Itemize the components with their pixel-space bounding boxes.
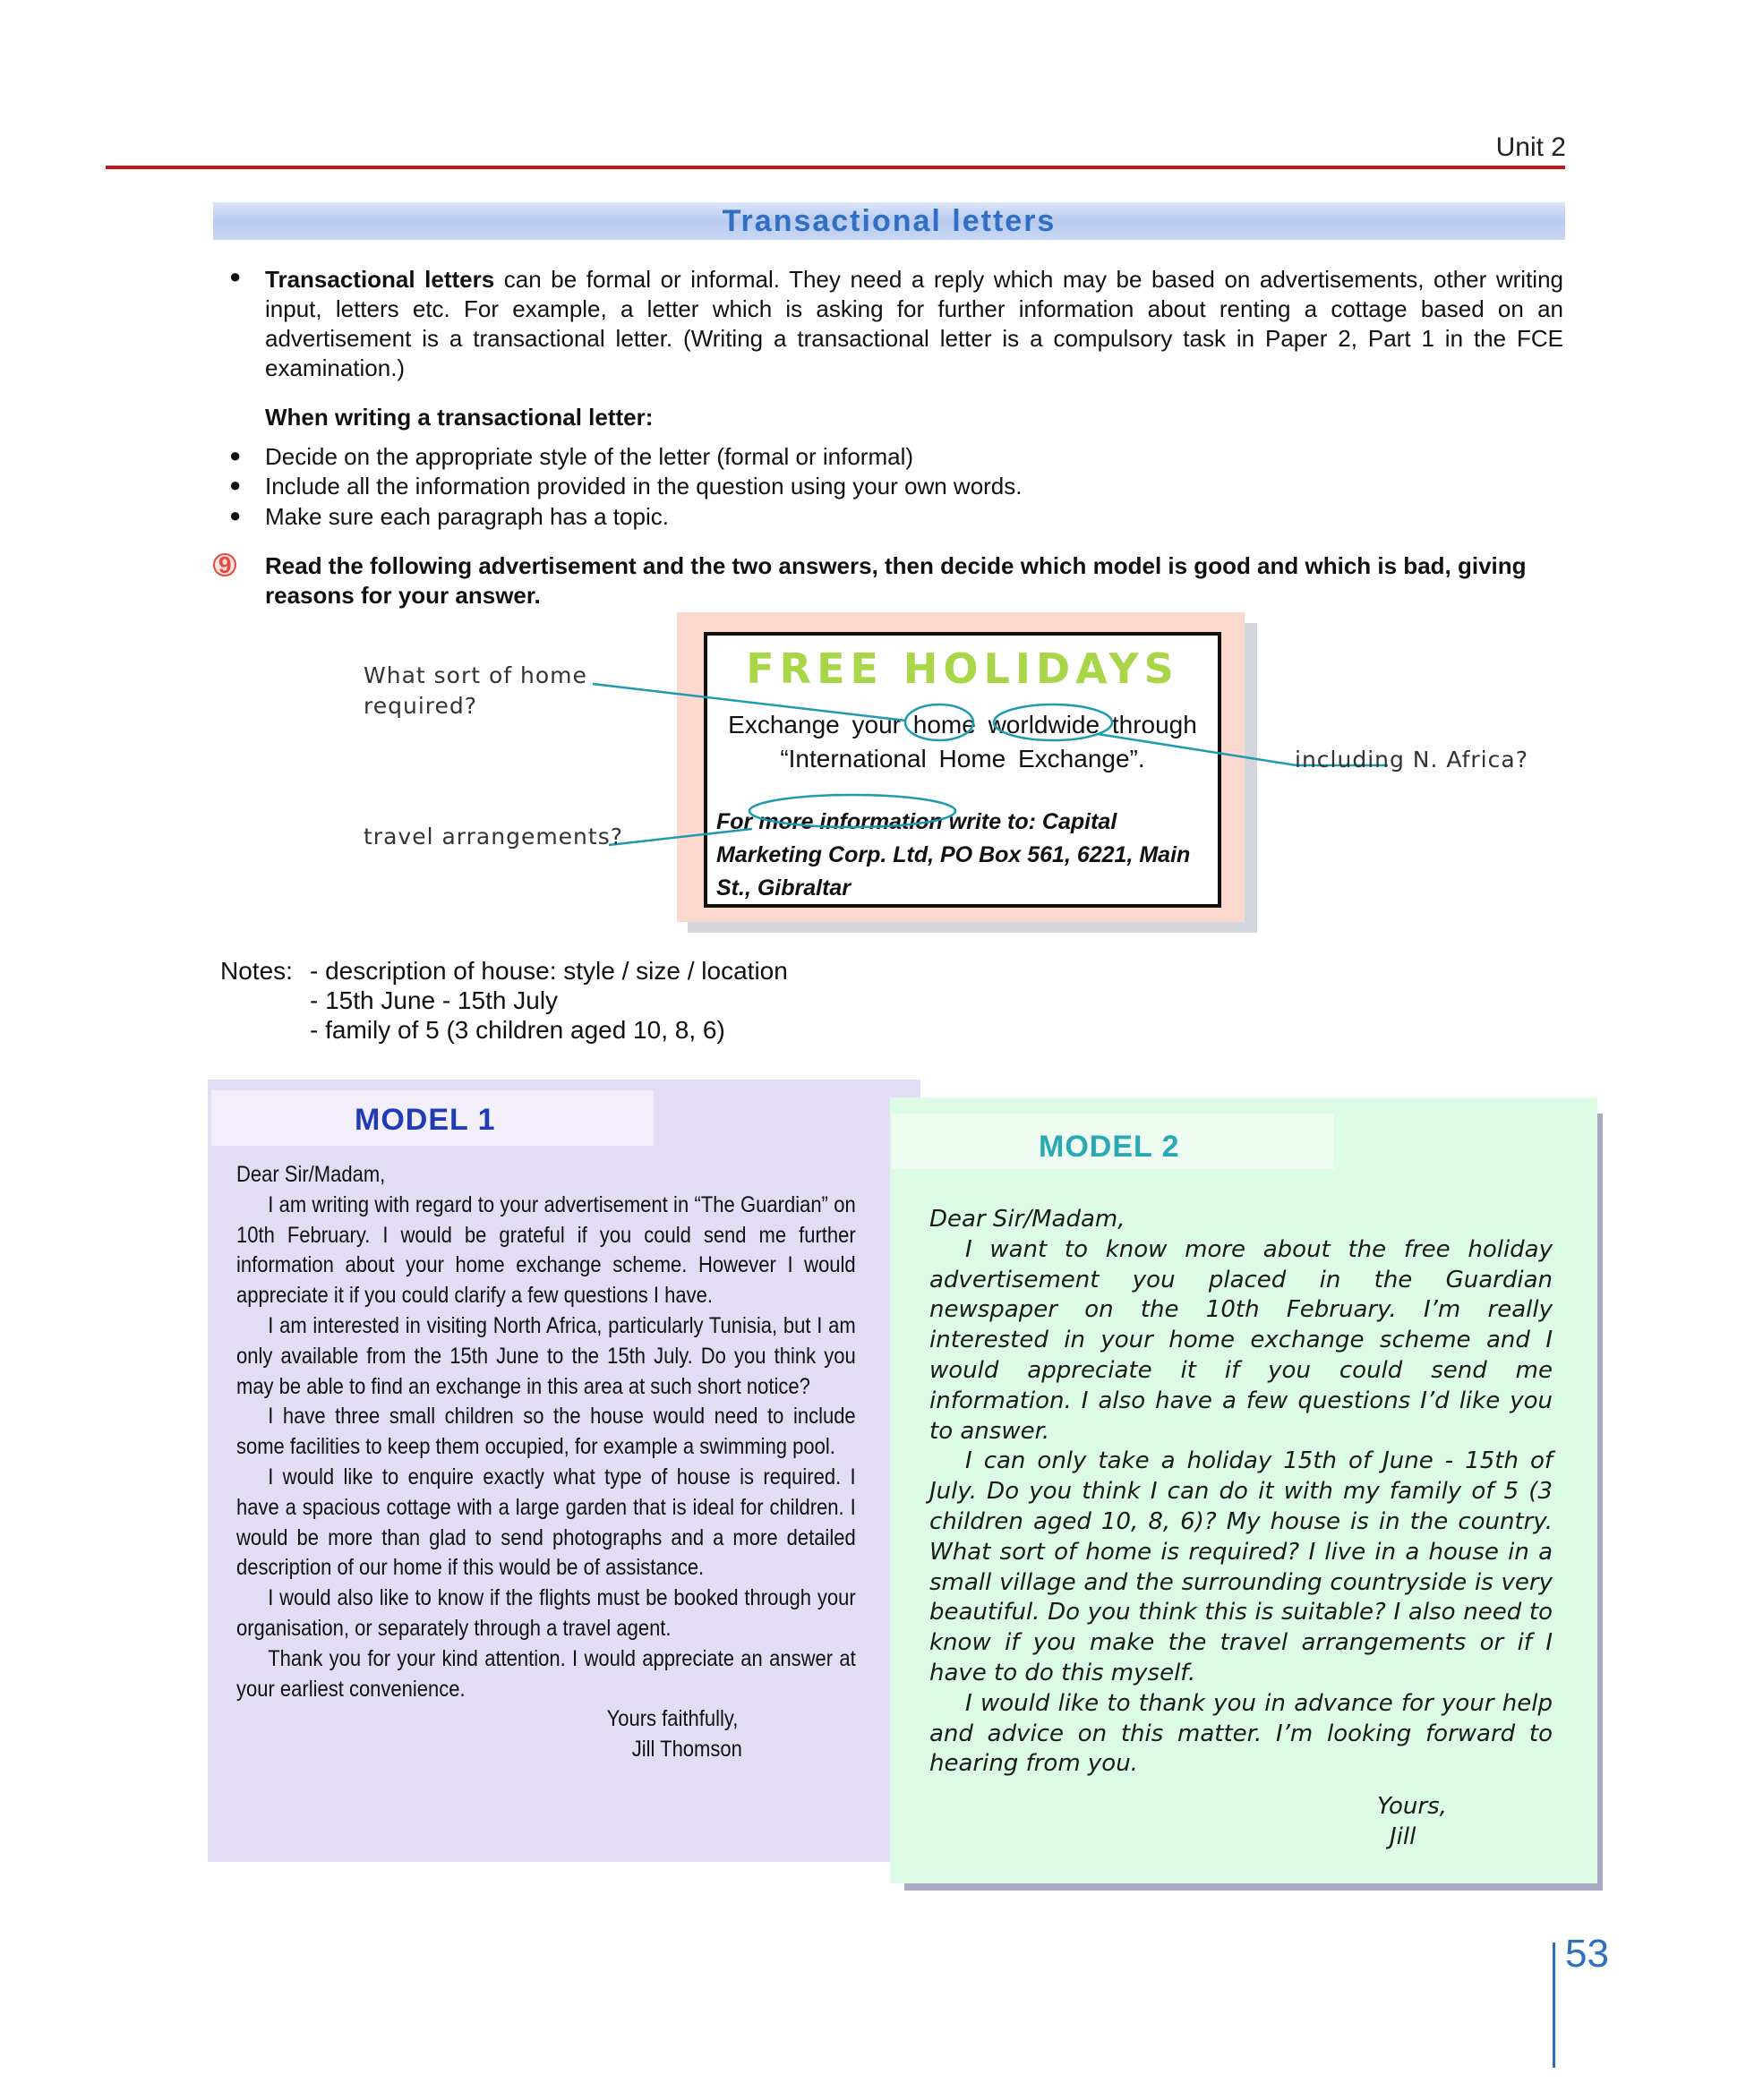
guideline-item: Make sure each paragraph has a topic. bbox=[265, 503, 669, 530]
task-instruction: Read the following advertisement and the two answers, then decide which model is good and which is bad, giving reasons for your answer. bbox=[265, 552, 1527, 609]
annotation-home-line1: What sort of home bbox=[364, 662, 587, 688]
intro-text: can be formal or informal. They need a reply which may be based on advertisements, other writing input, letters etc. For example, a letter which is asking for further information about renting a cottage based on an advertisement is a transactional letter. (Writing a transactional letter is a compulsory task in Paper 2, Part 1 in the FCE examination.) bbox=[265, 266, 1563, 381]
model2-title: MODEL 2 bbox=[1039, 1130, 1180, 1164]
advert-word: Exchange bbox=[728, 711, 840, 738]
guideline-item: Decide on the appropriate style of the letter (formal or informal) bbox=[265, 443, 914, 470]
advert-word: through bbox=[1111, 711, 1197, 738]
model2-paragraph: I want to know more about the free holiday advertisement you placed in the Guardian newspaper on the 10th February. I’m really interested in your home exchange scheme and I would appreciate it if you could send me information. I also have a few questions I’d like you to answer. bbox=[929, 1235, 1553, 1445]
intro-term: Transactional letters bbox=[265, 266, 495, 293]
advert-word-home: home bbox=[912, 711, 976, 738]
advert-line-2: “International Home Exchange”. bbox=[780, 745, 1145, 773]
unit-label: Unit 2 bbox=[1495, 132, 1566, 162]
advert-contact-more-info: more information bbox=[758, 809, 943, 834]
model1-paragraph: I would like to enquire exactly what type of house is required. I have a spacious cottage with a large garden that is ideal for children. I would be more than glad to send photographs and a more detailed description of our home if this would be of assistance. bbox=[236, 1464, 856, 1581]
bullet-icon: ● bbox=[229, 265, 242, 287]
notes-item: - description of house: style / size / location bbox=[310, 957, 788, 985]
model1-title: MODEL 1 bbox=[355, 1103, 496, 1137]
advert-contact-for: For bbox=[716, 809, 753, 834]
annotation-africa: including N. Africa? bbox=[1295, 747, 1528, 773]
page-number: 53 bbox=[1565, 1932, 1609, 1976]
advert-word-worldwide: worldwide bbox=[988, 711, 1100, 738]
model2-signature: Jill bbox=[1390, 1823, 1416, 1850]
model1-paragraph: Thank you for your kind attention. I would appreciate an answer at your earliest convenience. bbox=[236, 1645, 856, 1702]
when-writing-heading: When writing a transactional letter: bbox=[265, 404, 654, 431]
bullet-icon: ● bbox=[229, 474, 242, 496]
circle-worldwide bbox=[994, 704, 1112, 740]
model1-paragraph: I am interested in visiting North Africa, particularly Tunisia, but I am only available from the 15th June to the 15th July. Do you think you may be able to find an exchange in this area at such short notice? bbox=[236, 1312, 856, 1399]
guideline-item: Include all the information provided in the question using your own words. bbox=[265, 473, 1023, 499]
bullet-icon: ● bbox=[229, 444, 242, 466]
advert-word: your bbox=[852, 711, 901, 738]
pointer-home bbox=[593, 684, 906, 721]
section-title: Transactional letters bbox=[722, 204, 1057, 238]
page-number-rule bbox=[1553, 1942, 1555, 2068]
advert-annotation-overlay bbox=[0, 0, 1763, 985]
notes-label: Notes: bbox=[220, 957, 293, 985]
notes-item: - 15th June - 15th July bbox=[310, 986, 559, 1014]
model2-salutation: Dear Sir/Madam, bbox=[929, 1206, 1125, 1233]
model2-closing: Yours, bbox=[1377, 1793, 1447, 1821]
model2-paragraph: I would like to thank you in advance for your help and advice on this matter. I’m looking forward to hearing from you. bbox=[929, 1689, 1553, 1778]
annotation-travel: travel arrangements? bbox=[364, 824, 623, 849]
model2-letter bbox=[929, 1205, 1553, 1853]
model1-paragraph: I am writing with regard to your advertisement in “The Guardian” on 10th February. I would be grateful if you could send me further information about your home exchange scheme. However I would appreciate it if you could clarify a few questions I have. bbox=[236, 1191, 856, 1309]
annotation-home-line2: required? bbox=[364, 693, 478, 719]
circle-home bbox=[905, 704, 973, 740]
pointer-worldwide bbox=[1098, 734, 1297, 765]
bullet-icon: ● bbox=[229, 504, 242, 526]
advert-title: FREE HOLIDAYS bbox=[746, 645, 1179, 693]
model1-paragraph: I would also like to know if the flights must be booked through your organisation, or separately through a travel agent. bbox=[236, 1585, 856, 1641]
model1-salutation: Dear Sir/Madam, bbox=[236, 1162, 386, 1187]
model1-paragraph: I have three small children so the house would need to include some facilities to keep them occupied, for example a swimming pool. bbox=[236, 1404, 856, 1460]
model1-signature: Jill Thomson bbox=[631, 1737, 742, 1763]
task-number: 9 bbox=[218, 551, 232, 578]
notes-item: - family of 5 (3 children aged 10, 8, 6) bbox=[310, 1016, 725, 1044]
model1-closing: Yours faithfully, bbox=[606, 1706, 739, 1732]
model1-letter bbox=[236, 1160, 856, 1765]
pointer-more-information bbox=[609, 829, 752, 845]
model2-paragraph: I can only take a holiday 15th of June - 15th of July. Do you think I can do it with my family of 5 (3 children aged 10, 8, 6)? My house is in the country. What sort of home is required? I live in a house in a small village and the surrounding countryside is very beautiful. Do you think this is suitable? I also need to know if you make the travel arrangements or if I have to do this myself. bbox=[929, 1447, 1553, 1686]
circle-more-information bbox=[749, 795, 955, 827]
advert-contact-address: write to: Capital Marketing Corp. Ltd, PO Box 561, 6221, Main St., Gibraltar bbox=[716, 809, 1191, 901]
